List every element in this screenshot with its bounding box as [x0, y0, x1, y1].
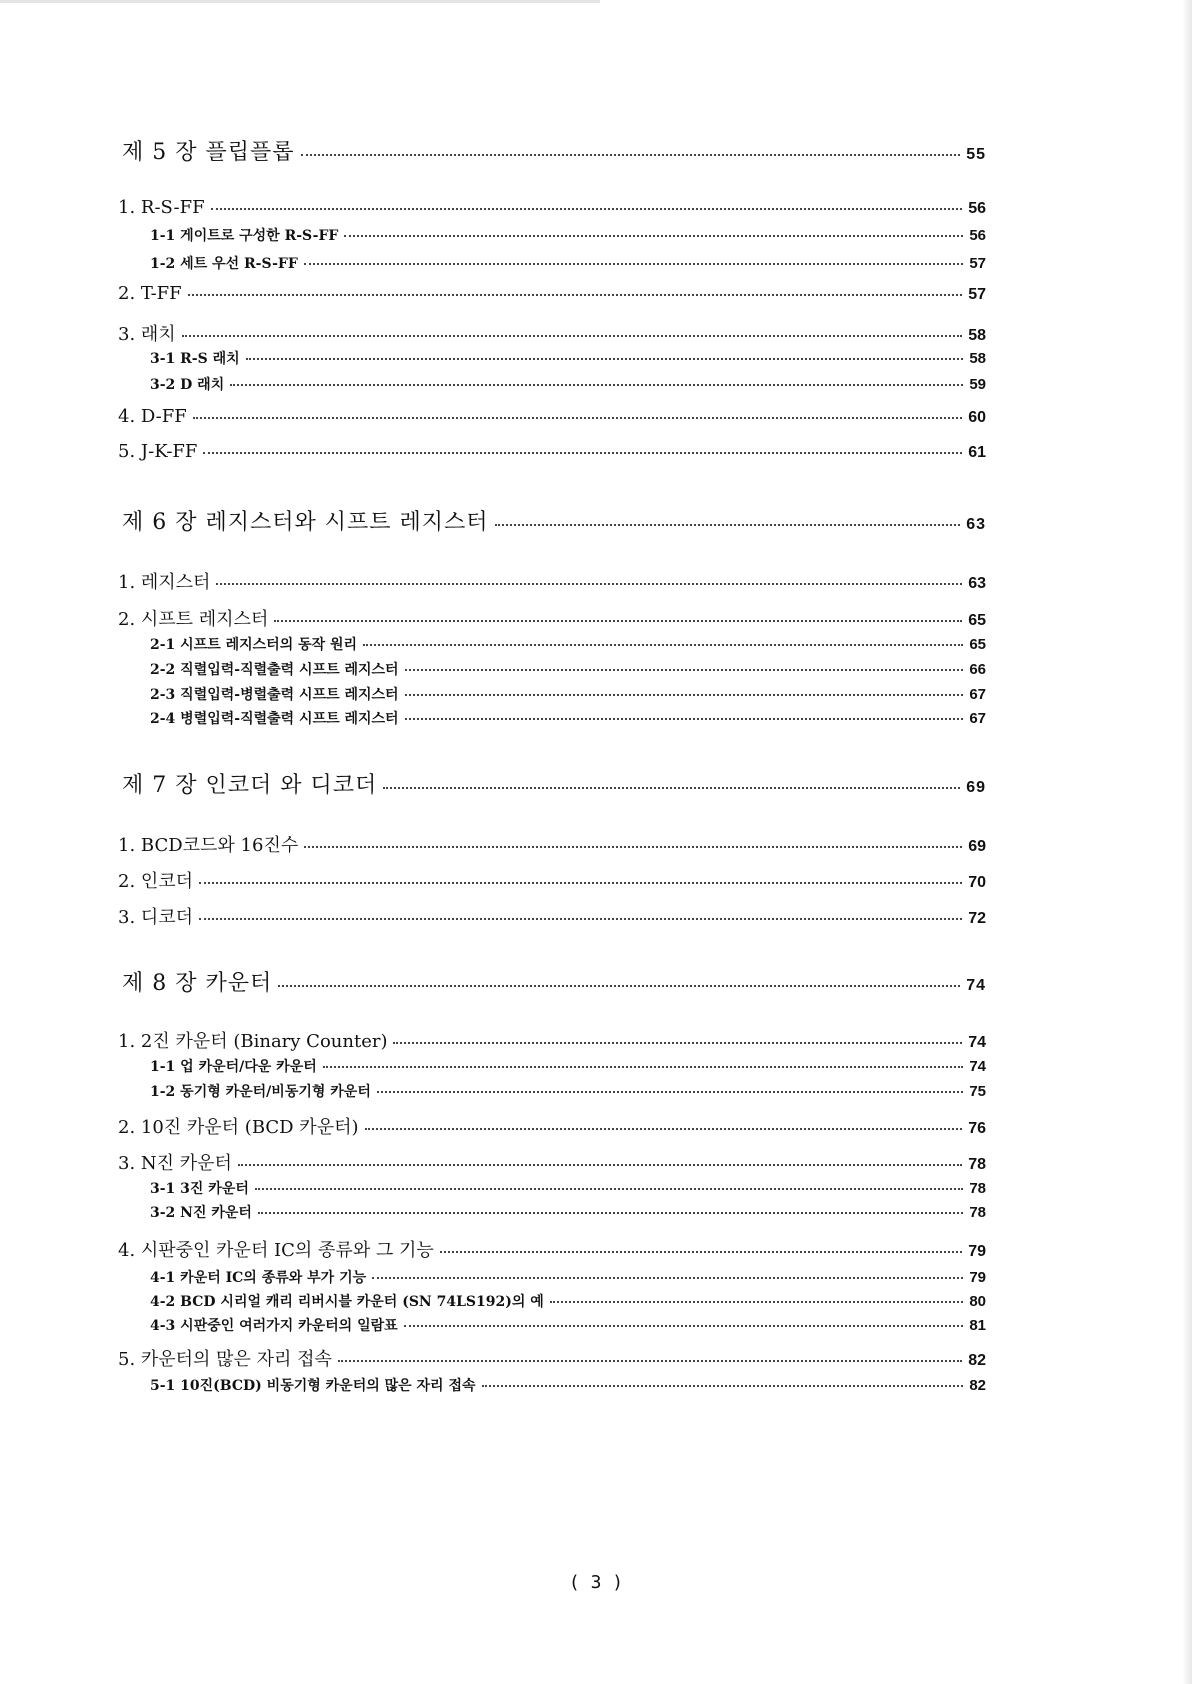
toc-entry-page: 60	[968, 409, 986, 426]
toc-entry-title: 2. T-FF	[118, 283, 182, 304]
toc-entry-page: 65	[969, 636, 986, 653]
toc-entry-title: 3. N진 카운터	[118, 1153, 232, 1174]
toc-entry-page: 59	[969, 376, 986, 393]
dot-leader	[255, 1188, 963, 1190]
toc-entry-page: 66	[969, 661, 986, 678]
toc-entry-section	[118, 320, 986, 346]
toc-entry-section	[118, 1345, 986, 1371]
dot-leader	[211, 208, 963, 210]
toc-entry-page: 82	[968, 1352, 986, 1369]
toc-entry-section	[118, 197, 986, 218]
toc-entry-section	[118, 605, 986, 631]
toc-entry-section	[118, 831, 986, 857]
dot-leader	[216, 583, 962, 585]
toc-entry-page: 74	[968, 1034, 986, 1051]
dot-leader	[440, 1251, 962, 1253]
dot-leader	[393, 1042, 962, 1044]
toc-entry-sub	[150, 1375, 986, 1395]
dot-leader	[246, 358, 964, 360]
toc-entry-page: 58	[968, 327, 986, 344]
toc-entry-title: 1-2 세트 우선 R-S-FF	[150, 256, 298, 272]
toc-entry-page: 78	[968, 1156, 986, 1173]
toc-entry-title: 3-2 D 래치	[150, 377, 225, 393]
toc-entry-title: 4. 시판중인 카운터 IC의 종류와 그 기능	[118, 1240, 434, 1261]
toc-entry-sub	[150, 253, 986, 273]
toc-entry-page: 56	[968, 200, 986, 217]
toc-entry-chapter	[122, 768, 986, 799]
toc-entry-page: 69	[966, 779, 986, 796]
toc-entry-page: 65	[968, 612, 986, 629]
toc-entry-title: 1. R-S-FF	[118, 197, 205, 218]
toc-entry-sub	[150, 1056, 986, 1076]
toc-entry-sub	[150, 1267, 986, 1287]
toc-entry-section	[118, 867, 986, 893]
toc-entry-page: 78	[969, 1204, 986, 1221]
dot-leader	[230, 384, 963, 386]
toc-entry-page: 82	[969, 1377, 986, 1394]
toc-entry-title: 1. 레지스터	[118, 572, 211, 593]
toc-entry-page: 79	[969, 1269, 986, 1286]
toc-entry-title: 1. 2진 카운터 (Binary Counter)	[118, 1031, 388, 1052]
dot-leader	[301, 154, 961, 156]
dot-leader	[372, 1277, 963, 1279]
toc-entry-sub	[150, 374, 986, 394]
toc-entry-page: 57	[969, 255, 986, 272]
toc-entry-chapter	[122, 505, 986, 536]
dot-leader	[304, 263, 964, 265]
toc-entry-title: 2-2 직렬입력-직렬출력 시프트 레지스터	[150, 662, 399, 678]
dot-leader	[304, 846, 962, 848]
toc-entry-section	[118, 406, 986, 427]
dot-leader	[482, 1385, 964, 1387]
dot-leader	[182, 335, 963, 337]
dot-leader	[404, 1325, 964, 1327]
toc-entry-title: 5-1 10진(BCD) 비동기형 카운터의 많은 자리 접속	[150, 1378, 476, 1394]
toc-entry-page: 76	[968, 1120, 986, 1137]
dot-leader	[383, 787, 960, 789]
dot-leader	[199, 918, 962, 920]
toc-entry-title: 1-1 업 카운터/다운 카운터	[150, 1059, 317, 1075]
toc-entry-title: 5. J-K-FF	[118, 441, 198, 462]
toc-entry-title: 1-1 게이트로 구성한 R-S-FF	[150, 228, 339, 244]
toc-entry-section	[118, 1113, 986, 1139]
toc-entry-page: 69	[968, 838, 986, 855]
toc-entry-title: 2. 시프트 레지스터	[118, 609, 269, 630]
dot-leader	[338, 1360, 962, 1362]
toc-entry-title: 제 8 장 카운터	[122, 971, 273, 996]
dot-leader	[363, 644, 963, 646]
toc-entry-title: 3. 디코더	[118, 907, 194, 928]
toc-entry-title: 4-2 BCD 시리얼 캐리 리버시블 카운터 (SN 74LS192)의 예	[150, 1294, 544, 1310]
toc-entry-title: 제 5 장 플립플롭	[122, 140, 295, 165]
dot-leader	[550, 1301, 964, 1303]
toc-entry-sub	[150, 708, 986, 728]
dot-leader	[258, 1212, 963, 1214]
toc-entry-section	[118, 903, 986, 929]
toc-entry-title: 3. 래치	[118, 324, 176, 345]
toc-entry-chapter	[122, 135, 986, 166]
toc-entry-section	[118, 1149, 986, 1175]
toc-entry-page: 67	[969, 686, 986, 703]
toc-entry-page: 72	[968, 910, 986, 927]
toc-entry-sub	[150, 659, 986, 679]
toc-entry-title: 4-1 카운터 IC의 종류와 부가 기능	[150, 1270, 367, 1286]
toc-entry-title: 4-3 시판중인 여러가지 카운터의 일람표	[150, 1318, 398, 1334]
toc-entry-title: 3-1 R-S 래치	[150, 351, 240, 367]
toc-entry-title: 1. BCD코드와 16진수	[118, 835, 299, 856]
toc-entry-page: 75	[969, 1083, 986, 1100]
dot-leader	[274, 620, 962, 622]
toc-entry-page: 63	[968, 575, 986, 592]
toc-entry-title: 2-3 직렬입력-병렬출력 시프트 레지스터	[150, 687, 399, 703]
toc-entry-page: 81	[969, 1317, 986, 1334]
toc-entry-title: 제 6 장 레지스터와 시프트 레지스터	[122, 510, 489, 535]
toc-entry-title: 2-1 시프트 레지스터의 동작 원리	[150, 637, 358, 653]
dot-leader	[405, 694, 964, 696]
dot-leader	[278, 985, 960, 987]
toc-entry-page: 74	[969, 1058, 986, 1075]
toc-entry-title: 제 7 장 인코더 와 디코더	[122, 773, 378, 798]
dot-leader	[323, 1066, 964, 1068]
toc-entry-sub	[150, 1291, 986, 1311]
toc-entry-title: 2-4 병렬입력-직렬출력 시프트 레지스터	[150, 711, 399, 727]
toc-entry-section	[118, 441, 986, 462]
dot-leader	[203, 452, 962, 454]
toc-entry-page: 57	[968, 286, 986, 303]
dot-leader	[377, 1091, 963, 1093]
toc-entry-sub	[150, 1315, 986, 1335]
toc-entry-section	[118, 568, 986, 594]
toc-entry-sub	[150, 1178, 986, 1198]
toc-entry-sub	[150, 225, 986, 245]
toc-entry-title: 2. 인코더	[118, 871, 194, 892]
toc-entry-section	[118, 283, 986, 304]
toc-entry-page: 67	[969, 710, 986, 727]
page-number: ( 3 )	[568, 1572, 624, 1593]
toc-entry-page: 61	[968, 444, 986, 461]
toc-entry-sub	[150, 1081, 986, 1101]
toc-entry-page: 70	[968, 874, 986, 891]
dot-leader	[344, 235, 963, 237]
toc-entry-page: 63	[966, 516, 986, 533]
toc-entry-title: 3-2 N진 카운터	[150, 1205, 252, 1221]
toc-entry-title: 4. D-FF	[118, 406, 187, 427]
toc-entry-sub	[150, 634, 986, 654]
toc-entry-page: 78	[969, 1180, 986, 1197]
dot-leader	[405, 669, 964, 671]
toc-entry-page: 56	[969, 227, 986, 244]
toc-entry-sub	[150, 684, 986, 704]
toc-entry-title: 5. 카운터의 많은 자리 접속	[118, 1349, 332, 1370]
toc-entry-page: 80	[969, 1293, 986, 1310]
toc-entry-title: 1-2 동기형 카운터/비동기형 카운터	[150, 1084, 371, 1100]
toc-entry-section	[118, 1236, 986, 1262]
toc-entry-title: 2. 10진 카운터 (BCD 카운터)	[118, 1117, 359, 1138]
toc-entry-page: 79	[968, 1243, 986, 1260]
toc-entry-sub	[150, 348, 986, 368]
dot-leader	[199, 882, 962, 884]
toc-entry-page: 58	[969, 350, 986, 367]
dot-leader	[238, 1164, 962, 1166]
toc-entry-page: 74	[966, 977, 986, 994]
toc-entry-title: 3-1 3진 카운터	[150, 1181, 249, 1197]
dot-leader	[188, 294, 963, 296]
toc-entry-page: 55	[966, 146, 986, 163]
toc-entry-sub	[150, 1202, 986, 1222]
toc-entry-section	[118, 1027, 986, 1053]
toc-entry-chapter	[122, 966, 986, 997]
dot-leader	[405, 718, 964, 720]
dot-leader	[193, 417, 962, 419]
dot-leader	[495, 524, 961, 526]
dot-leader	[365, 1128, 963, 1130]
